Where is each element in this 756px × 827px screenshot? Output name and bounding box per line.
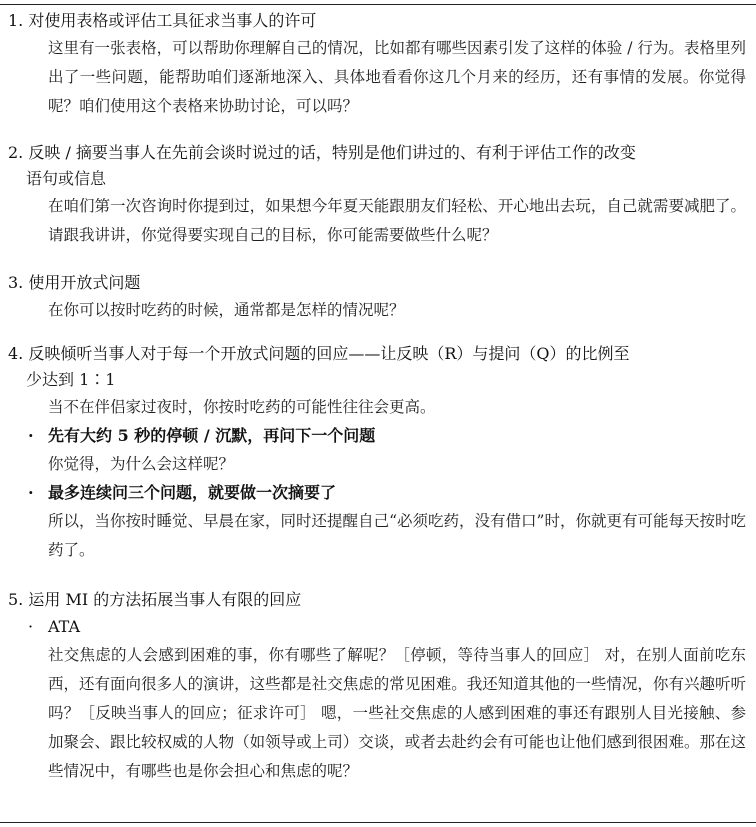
section-number: 2.: [8, 143, 24, 162]
section-3-heading: [8, 270, 748, 296]
section-5-heading: [8, 587, 748, 613]
section-number: 5.: [8, 590, 24, 609]
section-2-heading: [8, 140, 748, 166]
section-1-example: 这里有一张表格，可以帮助你理解自己的情况，比如都有哪些因素引发了这样的体验 / 行为。表格里列出了一些问题，能帮助咱们逐渐地深入、具体地看看你这几个月来的经历，还有事情的发展。你觉得呢？咱们使用这个表格来协助讨论，可以吗？: [48, 39, 746, 115]
bullet-label: ATA: [48, 617, 81, 636]
bullet-dot: ·: [28, 617, 34, 636]
bullet-label: 最多连续问三个问题，就要做一次摘要了: [48, 483, 337, 502]
section-title: 使用开放式问题: [28, 273, 141, 292]
section-1: [0, 8, 756, 121]
top-rule: [0, 4, 756, 5]
section-5-bullet-1-example: 社交焦虑的人会感到困难的事，你有哪些了解呢？［停顿，等待当事人的回应］ 对，在别人面前吃东西，还有面向很多人的演讲，这些都是社交焦虑的常见困难。我还知道其他的一些情况，你有兴趣听听吗？［反映当事人的回应；征求许可］ 嗯，一些社交焦虑的人感到困难的事还有跟别人目光接触、参加聚会、跟比较权威的人物（如领导或上司）交谈，或者去赴约会有可能也让他们感到很困难。那在这些情况中，有哪些也是你会担心和焦虑的呢？: [48, 646, 746, 780]
section-4-bullet-2: [28, 479, 744, 507]
section-1-heading: [8, 8, 748, 34]
section-3-example: 在你可以按时吃药的时候，通常都是怎样的情况呢？: [48, 301, 405, 319]
section-5: [0, 587, 756, 786]
section-4-bullet-2-example: 所以，当你按时睡觉、早晨在家，同时还提醒自己“必须吃药，没有借口”时，你就更有可能每天按时吃药了。: [48, 512, 746, 559]
section-number: 1.: [8, 11, 24, 30]
section-number: 4.: [8, 344, 24, 363]
section-4: [0, 341, 756, 565]
section-4-heading-cont: 少达到 1∶1: [26, 370, 116, 389]
bullet-dot: ·: [28, 483, 34, 502]
section-2-example: 在咱们第一次咨询时你提到过，如果想今年夏天能跟朋友们轻松、开心地出去玩，自己就需要减肥了。请跟我讲讲，你觉得要实现自己的目标，你可能需要做些什么呢？: [48, 197, 746, 244]
bottom-rule: [0, 822, 756, 823]
section-title: 运用 MI 的方法拓展当事人有限的回应: [28, 590, 302, 609]
section-3: [0, 270, 756, 325]
section-4-example: 当不在伴侣家过夜时，你按时吃药的可能性往往会更高。: [48, 398, 436, 416]
section-2: [0, 140, 756, 250]
section-2-heading-cont: 语句或信息: [26, 169, 107, 188]
section-number: 3.: [8, 273, 24, 292]
bullet-label: 先有大约 5 秒的停顿 / 沉默，再问下一个问题: [48, 426, 376, 445]
section-title: 反映 / 摘要当事人在先前会谈时说过的话，特别是他们讲过的、有利于评估工作的改变: [28, 143, 636, 162]
section-title: 反映倾听当事人对于每一个开放式问题的回应——让反映（R）与提问（Q）的比例至: [28, 344, 630, 363]
section-5-bullet-1: [28, 613, 744, 641]
section-4-bullet-1-example: 你觉得，为什么会这样呢？: [48, 455, 235, 473]
section-title: 对使用表格或评估工具征求当事人的许可: [28, 11, 317, 30]
section-4-bullet-1: [28, 422, 744, 450]
section-4-heading: [8, 341, 748, 367]
bullet-dot: ·: [28, 426, 34, 445]
